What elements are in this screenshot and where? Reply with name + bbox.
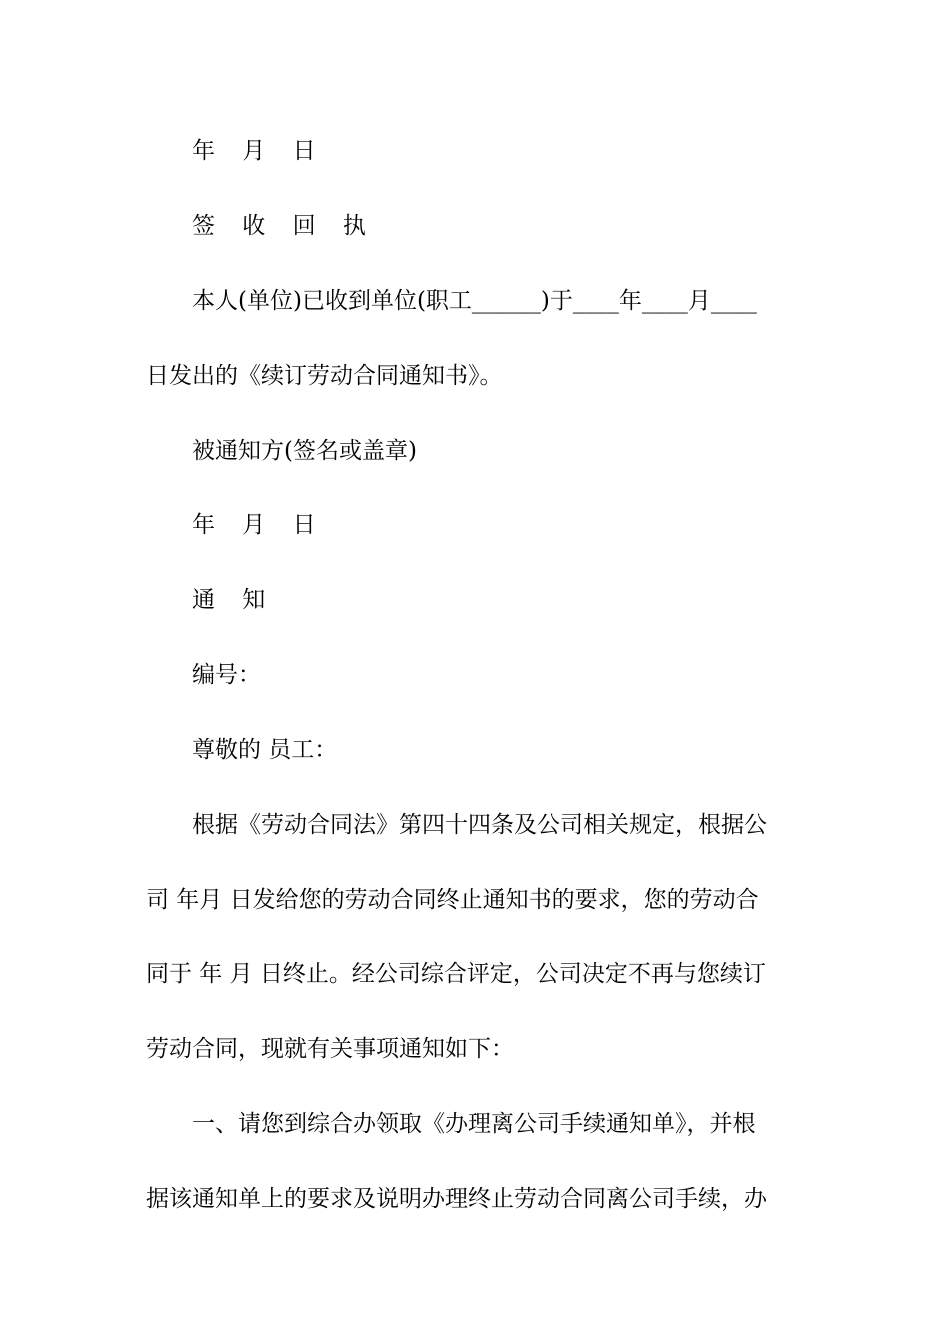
notice-number: 编号： — [192, 662, 261, 688]
notice-paragraph-1-line-3: 同于 年 月 日终止。经公司综合评定，公司决定不再与您续订 — [146, 961, 766, 987]
notice-paragraph-1-line-2: 司 年月 日发给您的劳动合同终止通知书的要求，您的劳动合 — [146, 887, 759, 913]
receipt-body-line-2: 日发出的《续订劳动合同通知书》。 — [146, 363, 503, 389]
signature-line: 被通知方(签名或盖章) — [192, 438, 417, 464]
receipt-date-line-1: 年 月 日 — [192, 138, 326, 164]
notice-heading: 通 知 — [192, 587, 276, 613]
receipt-body-line-1: 本人(单位)已收到单位(职工______)于____年____月____ — [192, 288, 757, 314]
receipt-date-line-2: 年 月 日 — [192, 512, 326, 538]
notice-paragraph-1-line-4: 劳动合同，现就有关事项通知如下： — [146, 1036, 514, 1062]
receipt-heading: 签 收 回 执 — [192, 213, 376, 239]
notice-paragraph-1-line-1: 根据《劳动合同法》第四十四条及公司相关规定，根据公 — [192, 812, 767, 838]
salutation: 尊敬的 员工： — [192, 737, 338, 763]
notice-item-1-line-1: 一、请您到综合办领取《办理离公司手续通知单》，并根 — [192, 1111, 756, 1137]
notice-item-1-line-2: 据该通知单上的要求及说明办理终止劳动合同离公司手续，办 — [146, 1186, 767, 1212]
